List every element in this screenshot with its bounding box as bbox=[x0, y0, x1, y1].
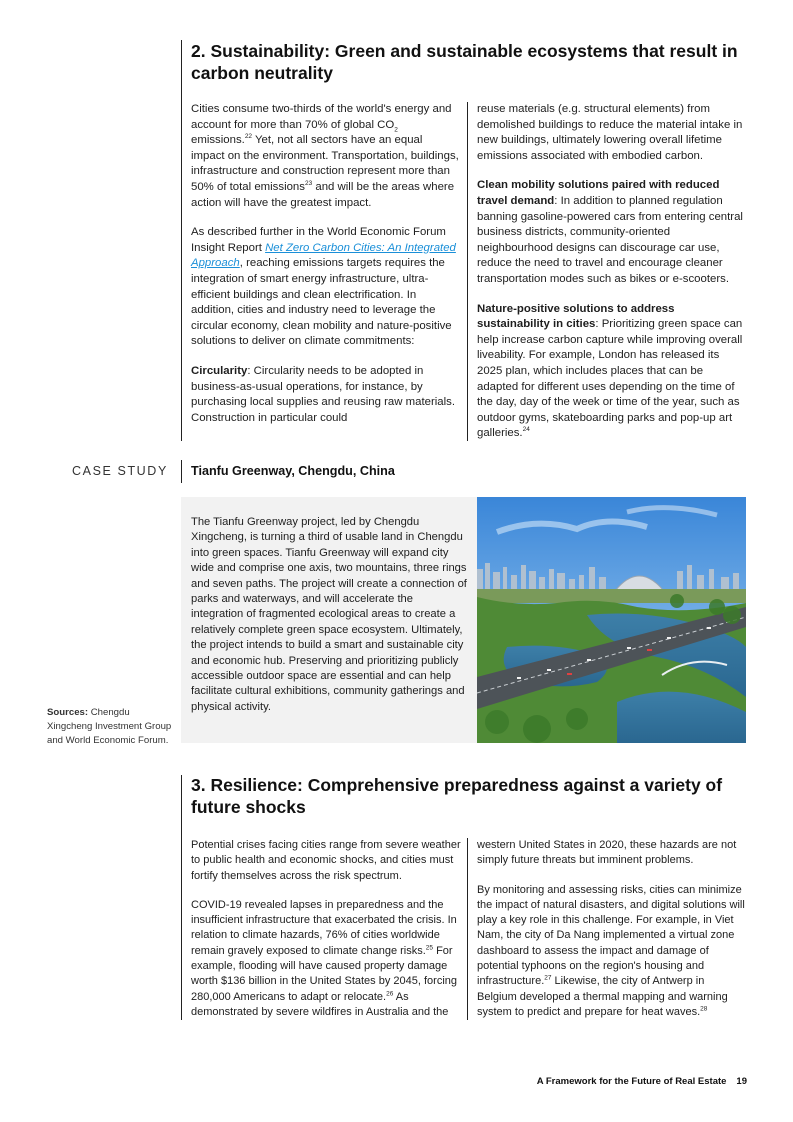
net-zero-report-link[interactable]: Net Zero Carbon Cities: An Integrated Approach bbox=[191, 241, 456, 270]
page-number: 19 bbox=[736, 1076, 747, 1087]
section2-left-paragraph-1: Cities consume two-thirds of the world's energy and account for more than 70% of global $CO_2$ emissions.$^{22}$ Yet, not all sectors have an equal impact on the environment. Transportation, buildings, infrastructure and construction represent more than 50% of total emissions$^{23}$ and will be the areas where action will have the greatest impact. bbox=[191, 103, 459, 209]
section2-left-paragraph-2: As described further in the World Economic Forum Insight Report Net Zero Carbon Cities: An Integrated Approach, reaching emissions targets requires the integration of smart energy infrastructure, ultra-efficient buildings and clean electrification. In addition, cities and industry need to leverage the circular economy, clean mobility and nature-positive solutions to deliver on climate commitments: bbox=[191, 226, 456, 348]
section2-right-paragraph-2: Clean mobility solutions paired with reduced travel demand: In addition to planned regulation banning gasoline-powered cars from entering central business districts, community-oriented neighbourhood designs can discourage car use, reduce the need to travel and encourage cleaner transportation modes such as bikes or e-scooters. bbox=[477, 179, 743, 285]
case-study-text: The Tianfu Greenway project, led by Chengdu Xingcheng, is turning a third of usable land in Chengdu into green spaces. Tianfu Greenway will expand city wide and comprise one axis, two mountains, three rings and seven paths. The project will create a connection of parks and waterways, and will accelerate the integration of fragmented ecological areas to create a relatively complete green space ecosystem. Ultimately, the project intends to build a smart and sustainable city and economic hub. Preserving and prioritizing publicly accessible outdoor space are essential and can help facilitate cultural exhibitions, community gatherings and physical activity. bbox=[191, 516, 467, 713]
case-study-label: CASE STUDY bbox=[72, 464, 168, 478]
section3-rule bbox=[181, 775, 182, 1020]
section3-left-column bbox=[191, 838, 461, 1034]
case-study-title-rule bbox=[181, 460, 182, 483]
section2-right-column bbox=[477, 102, 747, 456]
footer-title: A Framework for the Future of Real Estate bbox=[536, 1076, 727, 1087]
case-study-sources: Sources: Chengdu Xingcheng Investment Group and World Economic Forum. bbox=[47, 707, 172, 747]
section2-column-divider bbox=[467, 102, 468, 441]
section2-rule bbox=[181, 40, 182, 441]
section3-column-divider bbox=[467, 838, 468, 1020]
section3-left-paragraph-1: Potential crises facing cities range from severe weather to public health and economic shocks, and cities must fortify themselves across the risk spectrum. bbox=[191, 839, 461, 882]
tianfu-greenway-photo bbox=[477, 497, 746, 743]
section3-right-column bbox=[477, 838, 747, 1034]
section2-left-column bbox=[191, 102, 459, 440]
section3-right-paragraph-2: By monitoring and assessing risks, cities can minimize the impact of natural disasters, and digital solutions will play a key role in this challenge. For example, in Viet Nam, the city of Da Nang implemented a virtual zone dashboard to assess the impact and damage of potential typhoons on the region's housing and infrastructure.$^{27}$ Likewise, the city of Antwerp in Belgium developed a thermal mapping and warning system to predict and prepare for heat waves.$^{28}$ bbox=[477, 883, 745, 1018]
section3-right-paragraph-1: western United States in 2020, these hazards are not simply future threats but imminent problems. bbox=[477, 839, 737, 867]
section2-right-paragraph-3: Nature-positive solutions to address sustainability in cities: Prioritizing green space can help increase carbon capture while improving overall liveability. For example, London has released its 2025 plan, which includes places that can be adapted for different uses depending on the time of the day, day of the week or time of the year, such as outdoor gyms, skateboarding parks and pop-up art galleries.$^{24}$ bbox=[477, 302, 743, 440]
section2-heading: 2. Sustainability: Green and sustainable ecosystems that result in carbon neutrality bbox=[191, 41, 738, 83]
section3-left-paragraph-2: COVID-19 revealed lapses in preparedness and the insufficient infrastructure that exacerbated the crisis. In relation to climate hazards, 76% of cities worldwide remain gravely exposed to climate change risks.$^{25}$ For example, flooding will have caused property damage worth $136 billion in the United States by 2045, forcing 280,000 Americans to adapt or relocate.$^{26}$ As demonstrated by severe wildfires in Australia and the bbox=[191, 898, 457, 1018]
case-study-title: Tianfu Greenway, Chengdu, China bbox=[191, 464, 395, 478]
section2-left-paragraph-3: Circularity: Circularity needs to be adopted in business-as-usual operations, for instance, by purchasing local supplies and reusing raw materials. Construction in particular could bbox=[191, 364, 456, 424]
section2-right-paragraph-1: reuse materials (e.g. structural elements) from demolished buildings to reduce the material intake in new buildings, ultimately lowering overall lifetime emissions associated with embodied carbon. bbox=[477, 103, 743, 162]
section3-heading: 3. Resilience: Comprehensive preparedness against a variety of future shocks bbox=[191, 775, 723, 817]
page-footer bbox=[537, 1076, 747, 1087]
